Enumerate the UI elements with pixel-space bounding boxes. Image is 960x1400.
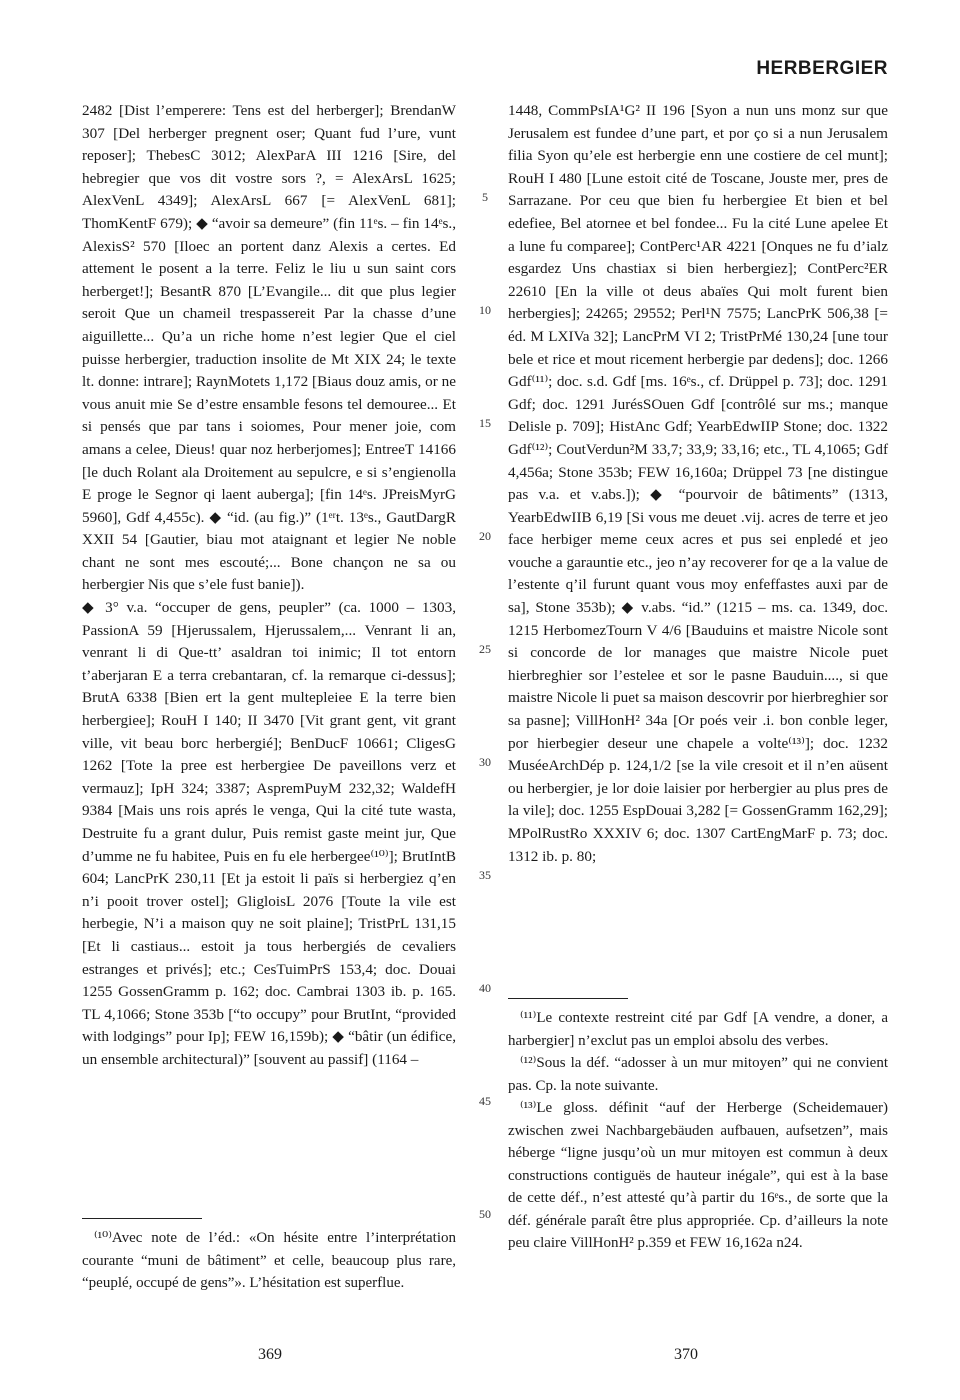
line-number: 25 <box>479 642 491 656</box>
line-number: 30 <box>479 755 491 769</box>
footnote-13: ⁽¹³⁾Le gloss. définit “auf der Herberge (Scheidemauer) zwischen zwei Nachbargebäuden aufbauen, aufsetzen”, mais héberge “ligne jusqu’où un mur mitoyen est commun à deux constructions contiguës de hauteur inégale”, qui est à la base de cette déf., n’est attesté qu’à partir du 16ᵉs., de sorte que la déf. générale paraît être plus appropriée. Cp. d’ailleurs la note peu claire VillHonH² p.359 et FEW 16,162a n24. <box>508 1100 888 1251</box>
right-footnotes <box>508 998 888 1255</box>
footnote-12: ⁽¹²⁾Sous la déf. “adosser à un mur mitoyen” qui ne convient pas. Cp. la note suivante. <box>508 1055 888 1094</box>
line-number: 15 <box>479 416 491 430</box>
line-number: 45 <box>479 1094 491 1108</box>
line-number: 40 <box>479 981 491 995</box>
line-number: 5 <box>482 190 488 204</box>
line-number: 35 <box>479 868 491 882</box>
footnote-10: ⁽¹⁰⁾Avec note de l’éd.: «On hésite entre l’interprétation courante “muni de bâtiment” et celle, beaucoup plus rare, “peuplé, occupé de gens”». L’hésitation est superflue. <box>82 1230 456 1291</box>
right-column <box>508 100 888 868</box>
footnote-11: ⁽¹¹⁾Le contexte restreint cité par Gdf [A vendre, a doner, a harbergier] n’exclut pas un emploi absolu des verbes. <box>508 1010 888 1049</box>
left-paragraph-1: 2482 [Dist l’emperere: Tens est del herberger]; BrendanW 307 [Del herberger pregnent oser; Quant fud l’ure, vunt reposer]; ThebesC 3012; AlexParA III 1216 [Sire, del hebregier que vos dit vostre sors ?, = AlexArsL 1625; AlexVenL 4349]; AlexArsL 667 [= AlexVenL 681]; ThomKentF 679); ◆ “avoir sa demeure” (fin 11ᵉs. – fin 14ᵉs., AlexisS² 570 [Iloec an portent danz Alexis a certes. Ed attement le posent a la terre. Feliz le liu u sun saint cors herberget!]; BesantR 870 [L’Evangile... dit que plus legier seroit Que un chameil trespassereit Par la chasse d’une aiguillette... Qu’a un riche home n’est legier Que el ciel puisse herbergier, traduction insolite de Mt XIX 24; le texte lt. donne: intrare]; RaynMotets 1,172 [Biaus douz amis, or ne vous anuit mie Se d’estre ensamble fesons tel demouree... Et si pensés que par tans i soiomes, Pour mener joie, com amans a celee, Dieus! quar noz herberjomes]; EntreeT 14166 [le duch Rolant ala Droitement au sepulcre, e si s’engienolla E proge le Segnor qi laent auberga]; [fin 14ᵉs. JPreisMyrG 5960], Gdf 4,455c). ◆ “id. (au fig.)” (1ᵉʳt. 13ᵉs., GautDargR XXII 54 [Gautier, biau mot ataignant et legier Ne noble chant ne sont mes escouté;... Bone chançon ne sa ou herbergier Nis que s’ele fust banie]). <box>82 102 456 594</box>
running-header: HERBERGIER <box>756 58 888 79</box>
right-paragraph-1: 1448, CommPsIA¹G² II 196 [Syon a nun uns monz sur que Jerusalem est fundee d’une part, et por ço si a nun Jerusalem filia Syon qu’ele est herbergie enn une costiere de cel munt]; RouH I 480 [Lune estoit cité de Toscane, Jouste mer, pres de Sarrazane. Por ceu que bien fu herbergiee Et bien et bel edefiee, Bel atornee et bel fondee... Fu la cité Lune apelee Et a lune fu comparee]; ContPerc¹AR 4221 [Onques ne fu d’ialz esgardez Uns chastiax si bien herbergiez]; ContPerc²ER 22610 [En la ville ot deus abaïes Qui molt furent bien herbergies]; 24265; 29552; Perl¹N 7575; LancPrK 506,38 [= éd. M LXIVa 32]; LancPrM VI 2; TristPrMé 130,24 [une tour bele et rice et mout ricement herbergie par dedens]; doc. 1266 Gdf⁽¹¹⁾; doc. s.d. Gdf [ms. 16ᵉs., cf. Drüppel p. 73]; doc. 1291 Gdf; doc. 1291 JurésSOuen Gdf [contrôlé sur ms.; manque Delisle p. 709]; HistAnc Gdf; YearbEdwIIP Stone; doc. 1322 Gdf⁽¹²⁾; CoutVerdun²M 33,7; 33,9; 33,16; etc., TL 4,1065; Gdf 4,456a; Stone 353b; FEW 16,160a; Drüppel 73 [ne distingue pas v.a. et v.abs.]); ◆ “pourvoir de bâtiments” (1313, YearbEdwIIB 6,19 [Si vous me deuet .vij. acres de terre et jeo face herbiger meme ceux acres et pus sei enpledé et jeo vouche a garauntie etc., jeo n’ay recoverer for qe a la value de l’estente q’il furunt quant vous moy enfeffastes auxi par de sa], Stone 353b); ◆ v.abs. “id.” (1215 – ms. ca. 1349, doc. 1215 HerbomezTourn V 4/6 [Bauduins et maistre Nicole sont si concorde de lor manages que maistre Nicole puet hierbreghier sor l’estelee et sor le pasne Bauduin...., si que maistre Nicole li puet sa maison descovrir por hierbreghier sor sa pasne]; VillHonH² 34a [Or poés veir .i. bon conble leger, por hierbegier deseur une chapele a volte⁽¹³⁾]; doc. 1232 MuséeArchDép p. 124,1/2 [se la vile cresoit et il n’en aüsent ou herbergier, je lor doie laisier por herbergier au plus pres de la vile]; doc. 1255 EspDouai 3,282 [= GossenGramm 162,29]; MPolRustRo XXXIV 6; doc. 1307 CartEngMarF p. 73; doc. 1312 ib. p. 80; <box>508 102 888 865</box>
line-number: 10 <box>479 303 491 317</box>
page-number-left: 369 <box>258 1346 282 1363</box>
line-number: 20 <box>479 529 491 543</box>
left-footnotes <box>82 1218 456 1295</box>
left-column <box>82 100 456 1072</box>
left-paragraph-2: ◆ 3° v.a. “occuper de gens, peupler” (ca. 1000 – 1303, PassionA 59 [Hjerussalem, Hjerussalem,... Venrant li an, venrant li di Que-tt’ asaldran toi inimic; Il tot entorn t’aberjaran E a terra crebantaran, cf. la remarque ci-dessus]; BrutA 6338 [Bien ert la gent multepleiee E la terre bien herbergiee]; RouH I 140; II 3470 [Vit grant gent, vit grant ville, vit beau borc herbergié]; BenDucF 10661; CligesG 1262 [Tote la pree est herbergiee De paveillons verz et vermauz]; IpH 324; 3387; AspremPuyM 232,32; WaldefH 9384 [Mais uns rois aprés le venga, Qui la cité tute wasta, Destruite fu a grant dulur, Puis remist gaste meint jur, Que d’umme ne fu habitee, Puis en fu ele herbergee⁽¹⁰⁾]; BrutIntB 604; LancPrK 230,11 [Et ja estoit li païs si herbergiez q’en n’i pooit trover ostel]; GligloisL 2076 [Toute la vile est herbegie, N’i a maison quy ne soit plaine]; TristPrL 131,15 [Et li castiaus... estoit ja tous herbergiés de cevaliers estranges et privés]; etc.; CesTuimPrS 153,4; doc. Douai 1255 GossenGramm p. 162; doc. Cambrai 1303 ib. p. 165. TL 4,1066; Stone 353b [“to occupy” pour BrutInt, “provided with lodgings” pour Ip]; FEW 16,159b); ◆ “bâtir (un édifice, un ensemble architectural)” [souvent au passif] (1164 – <box>82 599 456 1068</box>
page-number-right: 370 <box>674 1346 698 1363</box>
footnote-rule <box>82 1218 202 1219</box>
line-number: 50 <box>479 1207 491 1221</box>
footnote-rule <box>508 998 628 999</box>
